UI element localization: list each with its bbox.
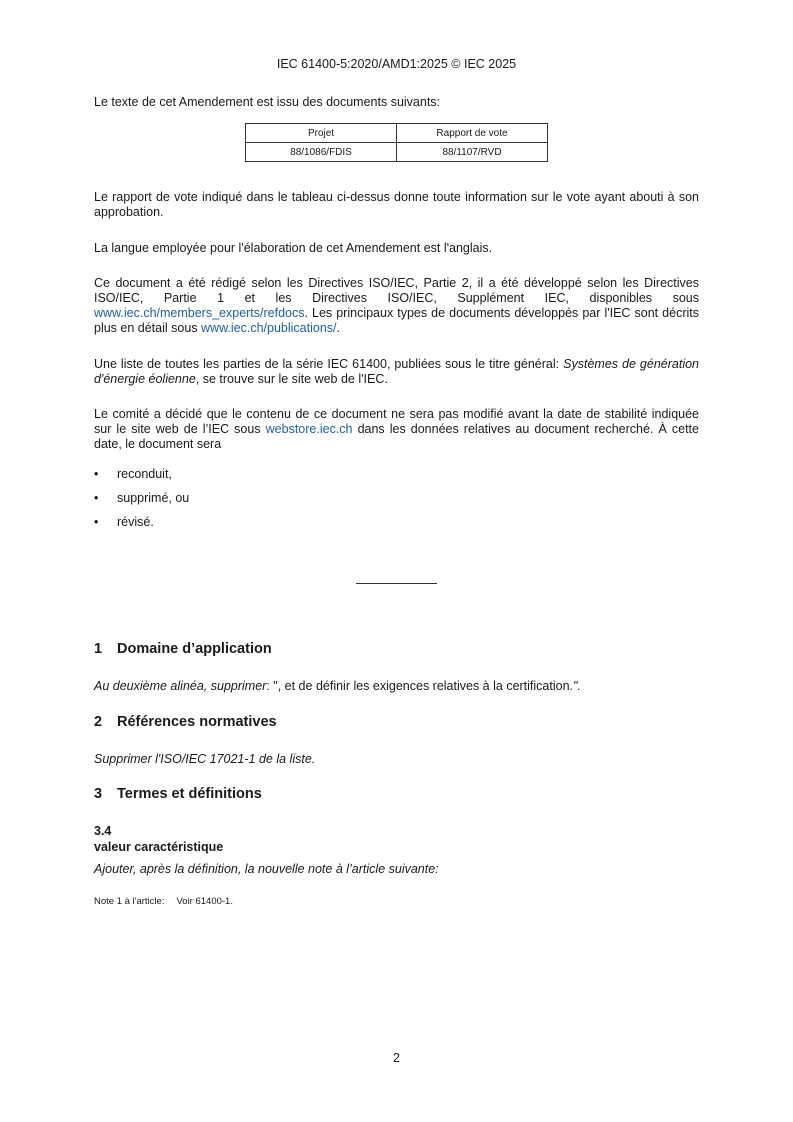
publications-link[interactable]: www.iec.ch/publications/ bbox=[201, 321, 337, 335]
subclause-number: 3.4 bbox=[94, 824, 112, 838]
section-1-heading bbox=[94, 641, 272, 657]
section-number: 1 bbox=[94, 641, 103, 657]
section-3-instruction: Ajouter, après la définition, la nouvelle note à l’article suivante: bbox=[94, 862, 439, 876]
directives-text: Ce document a été rédigé selon les Directives ISO/IEC, Partie 2, il a été développé selon les Directives ISO/IEC, Partie 1 et les Directives ISO/IEC, Supplément IEC, disponibles sous bbox=[94, 276, 699, 305]
bullet-icon: • bbox=[94, 491, 99, 505]
section-title: Références normatives bbox=[117, 714, 277, 730]
section-title: Domaine d’application bbox=[117, 641, 272, 657]
section-number: 3 bbox=[94, 786, 103, 802]
list-item-text: révisé. bbox=[117, 515, 154, 529]
language-paragraph: La langue employée pour l'élaboration de cet Amendement est l'anglais. bbox=[94, 241, 493, 255]
quoted-text: , et de définir les exigences relatives à la certification. bbox=[277, 679, 574, 693]
directives-text: . bbox=[336, 321, 340, 335]
stability-text: dans les données relatives au document recherché. À cette date, le document sera bbox=[94, 422, 699, 451]
series-text: Une liste de toutes les parties de la série IEC 61400, publiées sous le titre général: bbox=[94, 357, 564, 371]
section-2-heading bbox=[94, 714, 277, 730]
list-item bbox=[94, 491, 189, 515]
directives-paragraph bbox=[94, 276, 699, 336]
section-3-heading bbox=[94, 786, 262, 802]
series-paragraph bbox=[94, 357, 699, 387]
directives-text: . Les principaux types de documents développés par l'IEC sont décrits plus en détail sous bbox=[94, 306, 699, 335]
series-text: , se trouve sur le site web de l'IEC. bbox=[195, 372, 388, 386]
separator-line bbox=[356, 583, 437, 584]
list-item-text: reconduit, bbox=[117, 467, 172, 481]
outcome-list bbox=[94, 467, 189, 539]
intro-text: Le texte de cet Amendement est issu des documents suivants: bbox=[94, 95, 441, 109]
instruction-text: ". bbox=[573, 679, 581, 693]
stability-text: Le comité a décidé que le contenu de ce document ne sera pas modifié avant la date de stabilité indiquée sur le site web de l’IEC sous bbox=[94, 407, 699, 436]
list-item bbox=[94, 467, 189, 491]
webstore-link[interactable]: webstore.iec.ch bbox=[265, 422, 353, 436]
instruction-text: Au deuxième alinéa, supprimer bbox=[94, 679, 267, 693]
section-2-instruction: Supprimer l'ISO/IEC 17021-1 de la liste. bbox=[94, 752, 316, 766]
page-header: IEC 61400-5:2020/AMD1:2025 © IEC 2025 bbox=[276, 57, 517, 71]
note-text: Voir 61400-1. bbox=[176, 896, 233, 907]
table-header-row bbox=[246, 124, 548, 143]
note-label: Note 1 à l'article: bbox=[94, 896, 165, 907]
page-number: 2 bbox=[393, 1051, 400, 1065]
table-header-cell: Projet bbox=[246, 124, 397, 143]
list-item bbox=[94, 515, 189, 539]
table-cell: 88/1107/RVD bbox=[397, 143, 548, 162]
note-to-entry bbox=[94, 896, 233, 907]
section-number: 2 bbox=[94, 714, 103, 730]
section-1-instruction bbox=[94, 679, 581, 694]
vote-paragraph: Le rapport de vote indiqué dans le tableau ci-dessus donne toute information sur le vote ayant abouti à son approbation. bbox=[94, 190, 699, 219]
table-header-cell: Rapport de vote bbox=[397, 124, 548, 143]
list-item-text: supprimé, ou bbox=[117, 491, 190, 505]
bullet-icon: • bbox=[94, 467, 99, 481]
term-title: valeur caractéristique bbox=[94, 840, 224, 854]
section-title: Termes et définitions bbox=[117, 786, 262, 802]
series-title: Systèmes de génération d'énergie éolienne bbox=[94, 357, 699, 386]
bullet-icon: • bbox=[94, 515, 99, 529]
instruction-text: : " bbox=[266, 679, 278, 693]
stability-paragraph bbox=[94, 407, 699, 452]
table-row bbox=[246, 143, 548, 162]
refdocs-link[interactable]: www.iec.ch/members_experts/refdocs bbox=[94, 306, 305, 320]
table-cell: 88/1086/FDIS bbox=[246, 143, 397, 162]
vote-table bbox=[245, 123, 548, 162]
